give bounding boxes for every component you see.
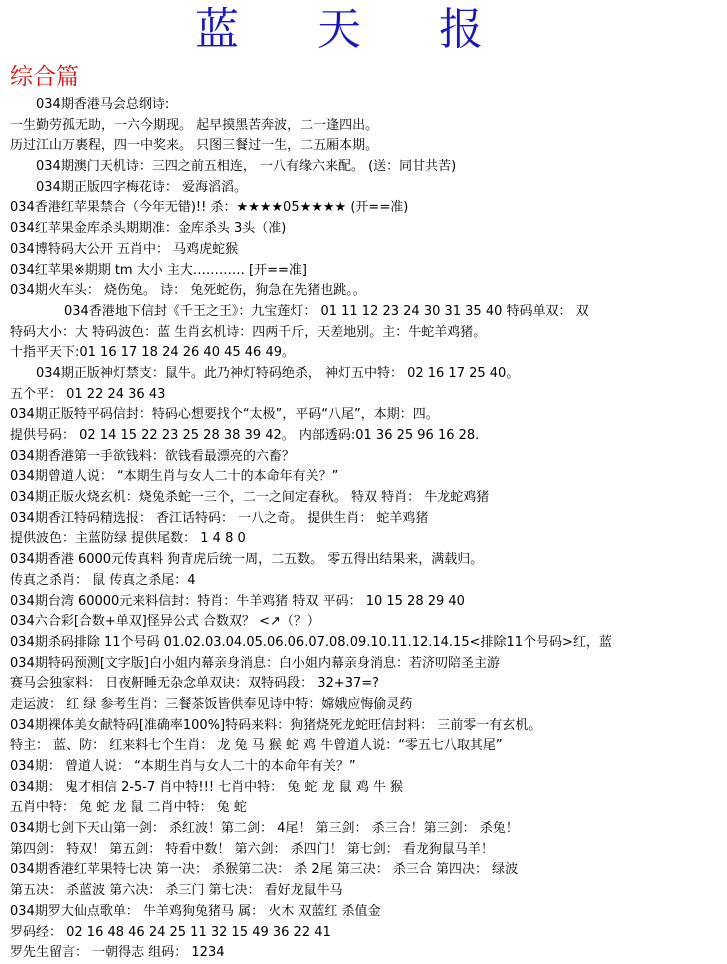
text-line: 034期正版特平码信封：特码心想要找个“太极”，平码“八尾”，本期：四。 bbox=[10, 407, 439, 423]
text-line: 第五决： 杀蓝波 第六决： 杀三门 第七决： 看好龙鼠牛马 bbox=[10, 883, 343, 899]
text-line: 特主： 蓝、防： 红来料七个生肖： 龙 兔 马 猴 蛇 鸡 牛曾道人说：“零五七八取其尾” bbox=[10, 738, 503, 754]
text-line: 034香港红苹果禁合（今年无错)!! 杀：★★★★05★★★★ (开==准) bbox=[10, 200, 409, 216]
masthead-title bbox=[0, 2, 680, 58]
text-line: 034博特码大公开 五肖中： 马鸡虎蛇猴 bbox=[10, 241, 239, 257]
text-line: 特码大小：大 特码波色：蓝 生肖玄机诗：四两千斤，天差地别。主：牛蛇羊鸡猪。 bbox=[10, 324, 487, 340]
masthead-char: 蓝 bbox=[195, 4, 241, 55]
text-line: 034期澳门天机诗：三四之前五相连， 一八有缘六来配。 (送：同甘共苦) bbox=[36, 159, 457, 175]
text-line: 034期特码预测[文字版]白小姐内幕亲身消息：白小姐内幕亲身消息：若济叨陪圣主游 bbox=[10, 655, 500, 671]
text-line: 034期火车头： 烧伤兔。 诗： 兔死蛇伤，狗急在先猪也跳。。 bbox=[10, 283, 366, 299]
text-line: 034期罗大仙点歌单： 牛羊鸡狗兔猪马 属： 火木 双蓝红 杀值金 bbox=[10, 903, 381, 919]
text-line: 034期香港 6000元传真料 狗青虎后统一周，二五数。 零五得出结果来，满载归。 bbox=[10, 552, 484, 568]
text-line: 034期： 鬼才相信 2-5-7 肖中特!!! 七肖中特： 兔 蛇 龙 鼠 鸡 牛 猴 bbox=[10, 779, 404, 795]
text-line: 第四剑： 特双！ 第五剑： 特看中数！ 第六剑： 杀四门！ 第七剑： 看龙狗鼠马羊！ bbox=[10, 841, 494, 857]
text-line: 034红苹果※期期 tm 大小 主大………… [开==准] bbox=[10, 262, 307, 278]
text-line: 罗先生留言： 一朝得志 组码： 1234 bbox=[10, 945, 225, 961]
text-line: 赛马会独家料： 日夜鼾睡无杂念单双诀：双特码段： 32+37=? bbox=[10, 676, 380, 692]
text-line: 五个平： 01 22 24 36 43 bbox=[10, 386, 166, 402]
text-line: 034期曾道人说： “本期生肖与女人二十的本命年有关？” bbox=[10, 469, 339, 485]
content-lines bbox=[10, 95, 722, 964]
text-line: 034香港地下信封《千王之王》：九宝莲灯： 01 11 12 23 24 30 31 35 40 特码单双： 双 bbox=[64, 303, 589, 319]
text-line: 034期正版四字梅花诗： 爱海滔滔。 bbox=[36, 179, 247, 195]
text-line: 034六合彩[合数+单双]怪异公式 合数双？ <↗（？） bbox=[10, 614, 320, 630]
text-line: 034期香江特码精选报： 香江话特码： 一八之奇。 提供生肖： 蛇羊鸡猪 bbox=[10, 510, 429, 526]
text-line: 034红苹果金库杀头期期准：金库杀头 3头（准) bbox=[10, 221, 287, 237]
text-line: 十指平天下:01 16 17 18 24 26 40 45 46 49。 bbox=[10, 345, 295, 361]
text-line: 034期正版火烧玄机：烧兔杀蛇一三个，二一之间定春秋。 特双 特肖： 牛龙蛇鸡猪 bbox=[10, 490, 490, 506]
text-line: 034期裸体美女献特码[准确率100%]特码来料：狗猪烧死龙蛇旺信封料： 三前零一有玄机。 bbox=[10, 717, 542, 733]
text-line: 五肖中特： 兔 蛇 龙 鼠 二肖中特： 兔 蛇 bbox=[10, 800, 247, 816]
text-line: 走运波： 红 绿 参考生肖：三餐茶饭皆供奉见诗中特：嫦娥应悔偷灵药 bbox=[10, 696, 413, 712]
text-line: 034期正版神灯禁支：鼠牛。此乃神灯特码绝杀， 神灯五中特： 02 16 17 25 40。 bbox=[36, 365, 520, 381]
text-line: 历过江山万裹程，四一中奖来。 只图三餐过一生，二五厢本期。 bbox=[10, 138, 379, 154]
masthead-char: 天 bbox=[317, 4, 363, 55]
text-line: 034期： 曾道人说： “本期生肖与女人二十的本命年有关？” bbox=[10, 759, 356, 774]
text-line: 传真之杀肖： 鼠 传真之杀尾：4 bbox=[10, 572, 196, 588]
text-line: 罗码经： 02 16 48 46 24 25 11 32 15 49 36 22 41 bbox=[10, 924, 331, 940]
text-line: 034期台湾 60000元来料信封：特肖：牛羊鸡猪 特双 平码： 10 15 28 29 40 bbox=[10, 593, 465, 609]
text-line: 提供波色：主蓝防绿 提供尾数： 1 4 8 0 bbox=[10, 531, 246, 547]
text-line: 034期香港红苹果特七决 第一决： 杀猴第二决： 杀 2尾 第三决： 杀三合 第四决： 绿波 bbox=[10, 862, 519, 878]
text-line: 034期香港马会总纲诗: bbox=[36, 97, 170, 112]
text-line: 034期香港第一手欲钱料：欲钱看最漂亮的六畜？ bbox=[10, 448, 295, 464]
text-line: 034期杀码排除 11个号码 01.02.03.04.05.06.06.07.08.09.10.11.12.14.15<排除11个号码>红，蓝 bbox=[10, 634, 612, 650]
text-line: 提供号码： 02 14 15 22 23 25 28 38 39 42。 内部透码:01 36 25 96 16 28. bbox=[10, 428, 480, 443]
masthead-char: 报 bbox=[439, 4, 485, 55]
text-line: 一生勤劳孤无助，一六今期现。 起早摸黑苦奔波，二一逢四出。 bbox=[10, 117, 379, 133]
section-title: 综合篇 bbox=[10, 64, 79, 90]
text-line: 034期七剑下天山第一剑： 杀红波！第二剑： 4尾！ 第三剑： 杀三合！第三剑： 杀兔！ bbox=[10, 821, 519, 837]
